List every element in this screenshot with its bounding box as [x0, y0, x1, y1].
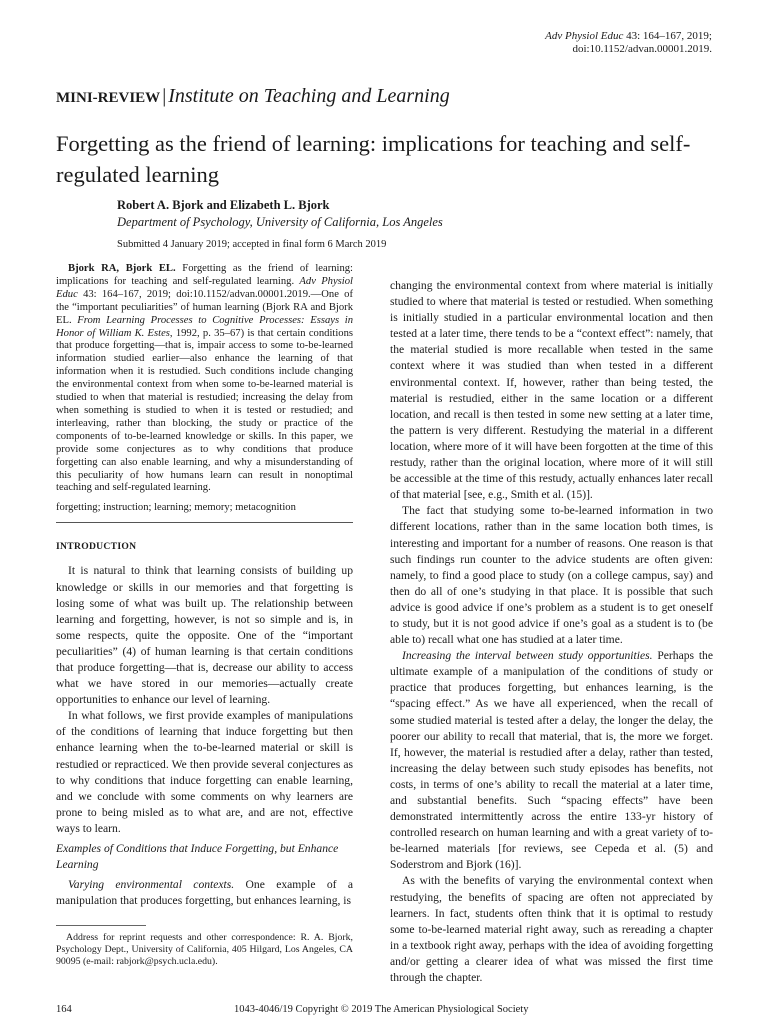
abstract-journal: Adv Physiol Educ [56, 275, 353, 300]
intro-paragraph-3-text: One example of a manipulation that produces forgetting, but enhances learning, is [56, 878, 353, 908]
journal-name: Adv Physiol Educ [545, 30, 624, 42]
keywords: forgetting; instruction; learning; memory; metacognition [56, 502, 296, 514]
subheading: Examples of Conditions that Induce Forgetting, but Enhance Learning [56, 842, 339, 871]
paragraph-lead-varying-context: Varying environmental contexts. [68, 878, 235, 891]
paragraph-lead-spacing: Increasing the interval between study opportunities. [402, 649, 653, 663]
left-column [56, 263, 353, 909]
citation-header [545, 30, 712, 56]
right-paragraph-4: As with the benefits of varying the environmental context when restudying, the benefits of spacing are often not appreciated by learners. In fact, students often think that it is optimal to restudy some to-be-learned material right away, such as rereading a chapter in a textbook right away, perhaps with the idea of avoiding forgetting and/or getting a clearer idea of what was missed the first time through the chapter. [390, 874, 713, 985]
abstract-divider [56, 522, 353, 523]
citation-volume: 43: 164–167, 2019; [626, 30, 712, 42]
intro-paragraph-2: In what follows, we first provide examples of manipulations of the conditions of learning that induce forgetting but then enhance learning when the to-be-learned material or skill is restudied or repracticed. We then provide several conjectures as to why conditions that induce forgetting can enable learning, and we conclude with some comments on why learners are prone to being misled as to what are, and are not, effective ways to learn. [56, 709, 353, 835]
abstract-book: From Learning Processes to Cognitive Processes: Essays in Honor of William K. Estes [56, 314, 353, 339]
right-paragraph-3-text: Perhaps the ultimate example of a manipulation of the conditions of study or practice that produces forgetting, but enhances learning, is the “spacing effect.” As we have all experienced, when the recall of some studied material is tested after a delay, the longer the delay, the poorer our ability to recall that material, that is, the more we forget. If, however, the material is restudied after a delay, rather than tested, increasing the delay between such study episodes has benefits, not costs, in terms of one’s ability to recall the material at a later time, and substantial benefits. Such “spacing effects” have been demonstrated intermittently across the entire 133-yr history of controlled research on human learning and with a great variety of to-be-learned materials [for reviews, see Cepeda et al. (5) and Soderstrom and Bjork (16)]. [390, 649, 713, 872]
institute-name: Institute on Teaching and Learning [168, 85, 450, 107]
affiliation: Department of Psychology, University of California, Los Angeles [117, 215, 443, 229]
abstract-text-1: Forgetting as the friend of learning: implications for teaching and self-regulated learning. [56, 263, 353, 287]
abstract-text-3: , 1992, p. 35–67) is that certain conditions that produce forgetting—that is, impair access to some to-be-learned information studied earlier—also enhance the learning of that information when it is restudied. Such conditions include changing the environmental context from when some to-be-learned material is studied to when that material is restudied; increasing the delay from when something is studied to when it is tested or restudied; and interleaving, rather than blocking, the study or practice of the components of to-be-learned knowledge or skills. In this paper, we provide some conjectures as to why conditions that produce forgetting can also enable learning, and why a misunderstanding of this peculiarity of how humans learn can result in nonoptimal teaching and self-regulated learning. [56, 327, 353, 494]
copyright-line: 1043-4046/19 Copyright © 2019 The American Physiological Society [234, 1004, 529, 1015]
right-paragraph-1: changing the environmental context from where material is initially studied to where that material is tested or restudied. When something is initially studied in a particular environmental location and then tested at a later time, there tends to be a “context effect”: namely, that the material studied is more recallable when tested in the same context where it was studied than when tested in a different environmental context. If, however, rather than being tested, the material is restudied, either in the same location or a different location, and recall is then tested in some new setting at a later time, the pattern is very different. Restudying the material in a different location, where more of it will have been forgotten at the time of this restudy, rather than the original location, where more of it will still be accessible at the time of this restudy, actually enhances later recall of that material [see, e.g., Smith et al. (15)]. [390, 279, 713, 502]
correspondence-footnote: Address for reprint requests and other correspondence: R. A. Bjork, Psychology Dept., University of California, 405 Hilgard, Los Angeles, CA 90095 (e-mail: rabjork@psych.ucla.edu). [56, 932, 353, 967]
intro-paragraph-3 [56, 877, 353, 909]
abstract-text-2: 43: 164–167, 2019; doi:10.1152/advan.00001.2019.—One of the “important peculiarities” of human learning (Bjork RA and Bjork EL. [56, 288, 353, 326]
footnote-divider [56, 925, 146, 926]
authors: Robert A. Bjork and Elizabeth L. Bjork [117, 198, 330, 212]
page-number: 164 [56, 1004, 72, 1015]
submission-dates: Submitted 4 January 2019; accepted in final form 6 March 2019 [117, 239, 387, 250]
introduction-heading: INTRODUCTION [56, 541, 137, 553]
section-label: MINI-REVIEW [56, 90, 161, 106]
abstract [56, 263, 353, 495]
abstract-authors: Bjork RA, Bjork EL. [68, 263, 176, 274]
right-paragraph-2: The fact that studying some to-be-learned information in two different locations, rather than in the same location both times, is interesting and important for a number of reasons. One reason is that such findings run counter to the advice students are often given: namely, to find a good place to study (on a college campus, say) and then do all of one’s studying in that place. It is possible that such advice is good advice if one’s problem as a student is to get oneself to study, but it is not good advice if one’s goal as a student is to (be able to) recall what one has studied at a later time. [390, 504, 713, 647]
section-header [56, 84, 450, 110]
section-separator: | [162, 85, 167, 107]
doi: doi:10.1152/advan.00001.2019. [572, 43, 712, 55]
right-column [390, 278, 713, 986]
article-title: Forgetting as the friend of learning: implications for teaching and self-regulated learning [56, 131, 691, 187]
intro-paragraph-1: It is natural to think that learning consists of building up knowledge or skills in our memories and that forgetting is losing some of what was built up. The relationship between learning and forgetting, however, is not so simple and is, in some respects, quite the opposite. One of the “important peculiarities” (4) of human learning is that certain conditions that produce forgetting—that is, decrease our ability to access what we have stored in our memories—actually create opportunities to enhance our level of learning. [56, 564, 353, 707]
right-paragraph-3 [390, 648, 713, 873]
